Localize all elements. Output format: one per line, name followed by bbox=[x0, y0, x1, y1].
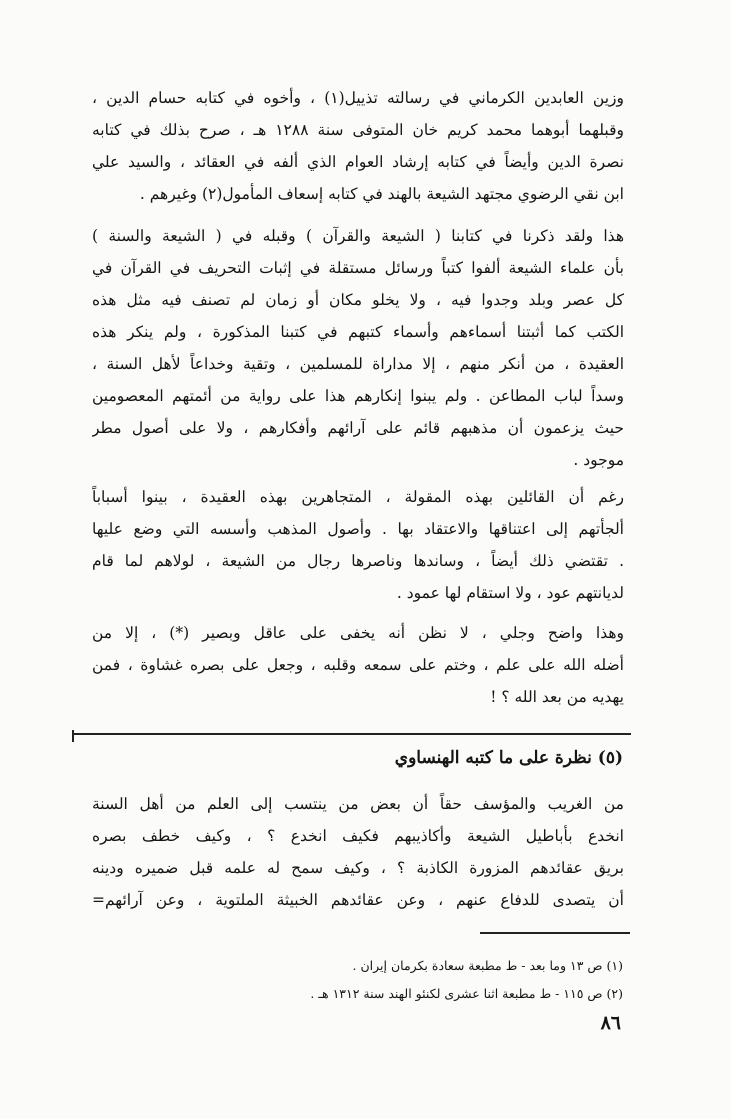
text-line: نصرة الدين وأيضاً في كتابه إرشاد العوام الذي ألفه في العقائد ، والسيد علي bbox=[92, 153, 624, 171]
section-heading: (٥) نظرة على ما كتبه الهنساوي bbox=[394, 748, 623, 768]
footnote-1: (١) ص ١٣ وما بعد - ط مطبعة سعادة بكرمان إيران . bbox=[352, 958, 623, 973]
text-line: من الغريب والمؤسف حقاً أن بعض من ينتسب إلى العلم من أهل السنة bbox=[92, 795, 624, 813]
text-line: العقيدة ، من أنكر منهم ، إلا مداراة للمسلمين ، وتقية وخداعاً لأهل السنة ، bbox=[92, 355, 624, 373]
text-line: ابن نقي الرضوي مجتهد الشيعة بالهند في كتابه إسعاف المأمول(٢) وغيرهم . bbox=[139, 185, 624, 203]
text-line: رغم أن القائلين بهذه المقولة ، المتجاهرين بهذه العقيدة ، بينوا أسباباً bbox=[92, 488, 624, 506]
footnote-2: (٢) ص ١١٥ - ط مطبعة اثنا عشرى لكنئو الهند سنة ١٣١٢ هـ . bbox=[310, 986, 623, 1001]
text-line: حيث يزعمون أن مذهبهم قائم على آرائهم وأفكارهم ، ولا على أصول مطر bbox=[92, 419, 624, 437]
text-line: أضله الله على علم ، وختم على سمعه وقلبه ، وجعل على بصره غشاوة ، فمن bbox=[92, 656, 624, 674]
text-line: ألجأتهم إلى اعتناقها والاعتقاد بها . وأصول المذهب وأسسه التي وضع عليها bbox=[92, 520, 624, 538]
paragraph-2 bbox=[92, 220, 624, 476]
page-number: ٨٦ bbox=[600, 1012, 621, 1034]
text-line: بريق عقائدهم المزورة الكاذبة ؟ ، وكيف سمح له علمه قبل ضميره ودينه bbox=[92, 859, 624, 877]
text-line: وهذا واضح وجلي ، لا نظن أنه يخفى على عاقل وبصير (*) ، إلا من bbox=[92, 624, 624, 642]
footnote-divider bbox=[480, 932, 630, 934]
paragraph-5 bbox=[92, 788, 624, 916]
paragraph-1 bbox=[92, 82, 624, 210]
text-line: لديانتهم عود ، ولا استقام لها عمود . bbox=[396, 584, 624, 602]
paragraph-4 bbox=[92, 617, 624, 713]
text-line: يهديه من بعد الله ؟ ! bbox=[490, 688, 624, 706]
text-line: انخدع بأباطيل الشيعة وأكاذيبهم فكيف انخدع ؟ ، وكيف خطف بصره bbox=[92, 827, 624, 845]
text-line: الكتب كما أثبتنا أسماءهم وأسماء كتبهم في كتبنا المذكورة ، ولم ينكر هذه bbox=[92, 323, 624, 341]
text-line: بأن علماء الشيعة ألفوا كتباً ورسائل مستقلة في إثبات التحريف في القرآن في bbox=[92, 259, 624, 277]
text-line: أن يتصدى للدفاع عنهم ، وعن عقائدهم الخبيثة الملتوية ، وعن آرائهم= bbox=[92, 891, 624, 909]
footnotes bbox=[310, 952, 623, 1008]
paragraph-3 bbox=[92, 481, 624, 609]
text-line: وسداً لباب المطاعن . ولم يبنوا إنكارهم هذا على رواية من أئمتهم المعصومين bbox=[92, 387, 624, 405]
text-line: . تقتضي ذلك أيضاً ، وساندها وناصرها رجال من الشيعة ، لولاهم لما قام bbox=[92, 552, 624, 570]
text-line: وقبلهما أبوهما محمد كريم خان المتوفى سنة ١٢٨٨ هـ ، صرح بذلك في كتابه bbox=[92, 121, 624, 139]
text-line: موجود . bbox=[573, 451, 624, 469]
text-line: هذا ولقد ذكرنا في كتابنا ( الشيعة والقرآن ) وقبله في ( الشيعة والسنة ) bbox=[92, 227, 624, 245]
section-divider bbox=[72, 733, 631, 735]
text-line: كل عصر وبلد وجدوا فيه ، ولا يخلو مكان أو زمان لم تصنف فيه مثل هذه bbox=[92, 291, 624, 309]
section-divider-tick bbox=[72, 730, 74, 742]
text-line: وزين العابدين الكرماني في رسالته تذييل(١) ، وأخوه في كتابه حسام الدين ، bbox=[92, 89, 624, 107]
